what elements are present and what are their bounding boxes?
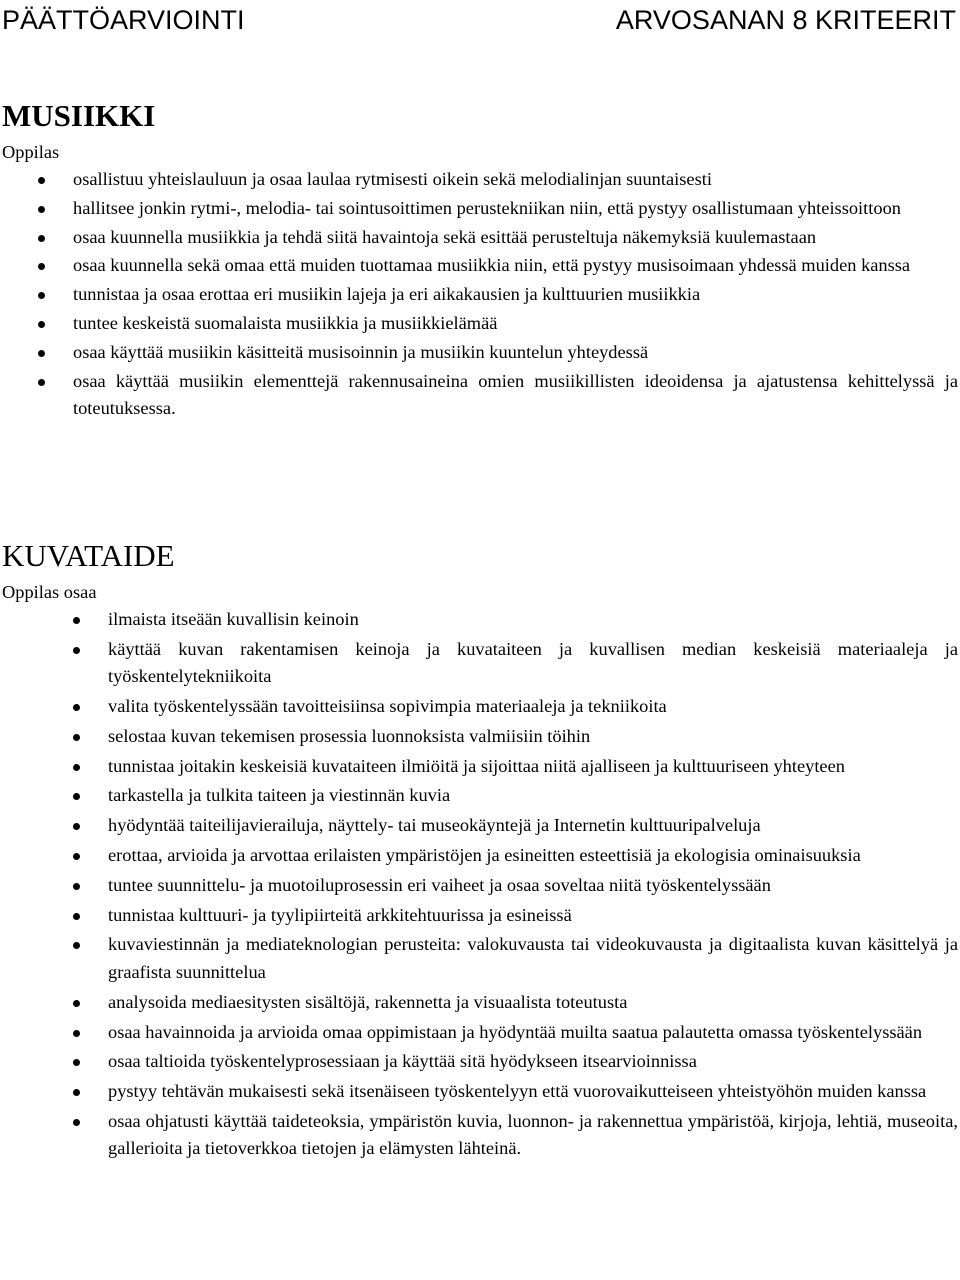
list-item-text: analysoida mediaesitysten sisältöjä, rakennetta ja visuaalista toteutusta [108, 991, 628, 1012]
list-item [2, 812, 958, 840]
list-item [2, 902, 958, 930]
bullet-icon [38, 263, 45, 270]
criteria-list-musiikki [2, 166, 958, 423]
bullet-icon [73, 1089, 80, 1096]
bullet-icon [38, 321, 45, 328]
list-item-text: ilmaista itseään kuvallisin keinoin [108, 609, 359, 629]
list-item [2, 606, 958, 634]
list-item-text: osaa kuunnella sekä omaa että muiden tuottamaa musiikkia niin, että pystyy musisoimaan yhdessä muiden kanssa [73, 255, 911, 276]
list-item [2, 693, 958, 721]
list-item [2, 753, 958, 781]
bullet-icon [73, 617, 80, 624]
bullet-icon [73, 883, 80, 890]
criteria-list-kuvataide [2, 606, 958, 1163]
list-item [2, 1108, 958, 1163]
bullet-icon [73, 734, 80, 741]
list-item [2, 1078, 958, 1106]
list-item [2, 224, 958, 252]
bullet-icon [73, 942, 80, 949]
list-item [2, 872, 958, 900]
page-header [2, 2, 956, 38]
list-item [2, 1019, 958, 1047]
bullet-icon [73, 913, 80, 920]
list-item-text: osaa ohjatusti käyttää taideteoksia, ympäristön kuvia, luonnon- ja rakennettua ympäristöä, kirjoja, lehtiä, museoita, gallerioita ja tietoverkkoa tietojen ja elämysten lähteinä. [108, 1110, 958, 1159]
section-kuvataide [2, 534, 958, 1165]
list-item-text: tarkastella ja tulkita taiteen ja viestinnän kuvia [108, 785, 451, 806]
list-item [2, 723, 958, 751]
section-intro-musiikki: Oppilas [2, 142, 60, 162]
bullet-icon [73, 1030, 80, 1037]
section-title-kuvataide: KUVATAIDE [2, 538, 175, 573]
list-item-text: kuvaviestinnän ja mediateknologian perusteita: valokuvausta tai videokuvausta ja digitaalista kuvan käsittelyä ja graafista suunnittelua [108, 934, 958, 982]
bullet-icon [73, 823, 80, 830]
section-intro-kuvataide: Oppilas osaa [2, 582, 97, 602]
section-musiikki [2, 94, 958, 424]
list-item [2, 195, 958, 223]
section-title-musiikki: MUSIIKKI [2, 98, 156, 133]
list-item-text: osaa kuunnella musiikkia ja tehdä siitä havaintoja sekä esittää perusteltuja näkemyksiä kuulemastaan [73, 226, 817, 247]
list-item [2, 166, 958, 194]
list-item-text: tunnistaa ja osaa erottaa eri musiikin lajeja ja eri aikakausien ja kulttuurien musiikkia [73, 284, 701, 305]
list-item-text: hallitsee jonkin rytmi-, melodia- tai sointusoittimen perustekniikan niin, että pystyy osallistumaan yhteissoittoon [73, 197, 901, 218]
list-item [2, 281, 958, 309]
list-item-text: osaa käyttää musiikin käsitteitä musisoinnin ja musiikin kuuntelun yhteydessä [73, 341, 649, 362]
list-item-text: tuntee keskeistä suomalaista musiikkia ja musiikkielämää [73, 312, 498, 333]
bullet-icon [38, 177, 45, 184]
bullet-icon [38, 350, 45, 357]
list-item-text: selostaa kuvan tekemisen prosessia luonnoksista valmiisiin töihin [108, 725, 591, 746]
list-item-text: osaa havainnoida ja arvioida omaa oppimistaan ja hyödyntää muilta saatua palautetta omassa työskentelyssään [108, 1021, 923, 1042]
list-item-text: valita työskentelyssään tavoitteisiinsa sopivimpia materiaaleja ja tekniikoita [108, 696, 667, 717]
bullet-icon [73, 704, 80, 711]
list-item-text: osaa taltioida työskentelyprosessiaan ja käyttää sitä hyödykseen itsearvioinnissa [108, 1051, 697, 1072]
list-item [2, 782, 958, 810]
bullet-icon [38, 292, 45, 299]
list-item [2, 842, 958, 870]
page-subtitle: ARVOSANAN 8 KRITEERIT [615, 5, 956, 35]
bullet-icon [73, 647, 80, 654]
list-item-text: tunnistaa kulttuuri- ja tyylipiirteitä arkkitehtuurissa ja esineissä [108, 904, 572, 925]
list-item-text: pystyy tehtävän mukaisesti sekä itsenäiseen työskentelyyn että vuorovaikutteiseen yhteistyöhön muiden kanssa [108, 1081, 927, 1102]
bullet-icon [38, 206, 45, 213]
list-item [2, 636, 958, 691]
bullet-icon [38, 235, 45, 242]
list-item-text: osallistuu yhteislauluun ja osaa laulaa rytmisesti oikein sekä melodialinjan suuntaisesti [73, 169, 712, 189]
bullet-icon [73, 793, 80, 800]
bullet-icon [73, 853, 80, 860]
list-item [2, 339, 958, 367]
list-item [2, 252, 958, 280]
list-item [2, 989, 958, 1017]
list-item [2, 310, 958, 338]
page-title: PÄÄTTÖARVIOINTI [2, 5, 245, 35]
bullet-icon [73, 1000, 80, 1007]
list-item-text: käyttää kuvan rakentamisen keinoja ja kuvataiteen ja kuvallisen median keskeisiä materiaaleja ja työskentelytekniikoita [108, 638, 958, 687]
list-item [2, 1048, 958, 1076]
list-item-text: tuntee suunnittelu- ja muotoiluprosessin eri vaiheet ja osaa soveltaa niitä työskentelyssään [108, 874, 771, 895]
bullet-icon [73, 1119, 80, 1126]
bullet-icon [38, 379, 45, 386]
list-item-text: hyödyntää taiteilijavierailuja, näyttely- tai museokäyntejä ja Internetin kulttuuripalveluja [108, 815, 761, 836]
bullet-icon [73, 764, 80, 771]
list-item-text: osaa käyttää musiikin elementtejä rakennusaineina omien musiikillisten ideoidensa ja ajatustensa kehittelyssä ja toteutuksessa. [73, 370, 958, 419]
list-item-text: tunnistaa joitakin keskeisiä kuvataiteen ilmiöitä ja sijoittaa niitä ajalliseen ja kulttuuriseen yhteyteen [108, 755, 845, 776]
list-item [2, 931, 958, 986]
list-item-text: erottaa, arvioida ja arvottaa erilaisten ympäristöjen ja esineitten esteettisiä ja ekologisia ominaisuuksia [108, 845, 861, 866]
list-item [2, 368, 958, 423]
bullet-icon [73, 1059, 80, 1066]
